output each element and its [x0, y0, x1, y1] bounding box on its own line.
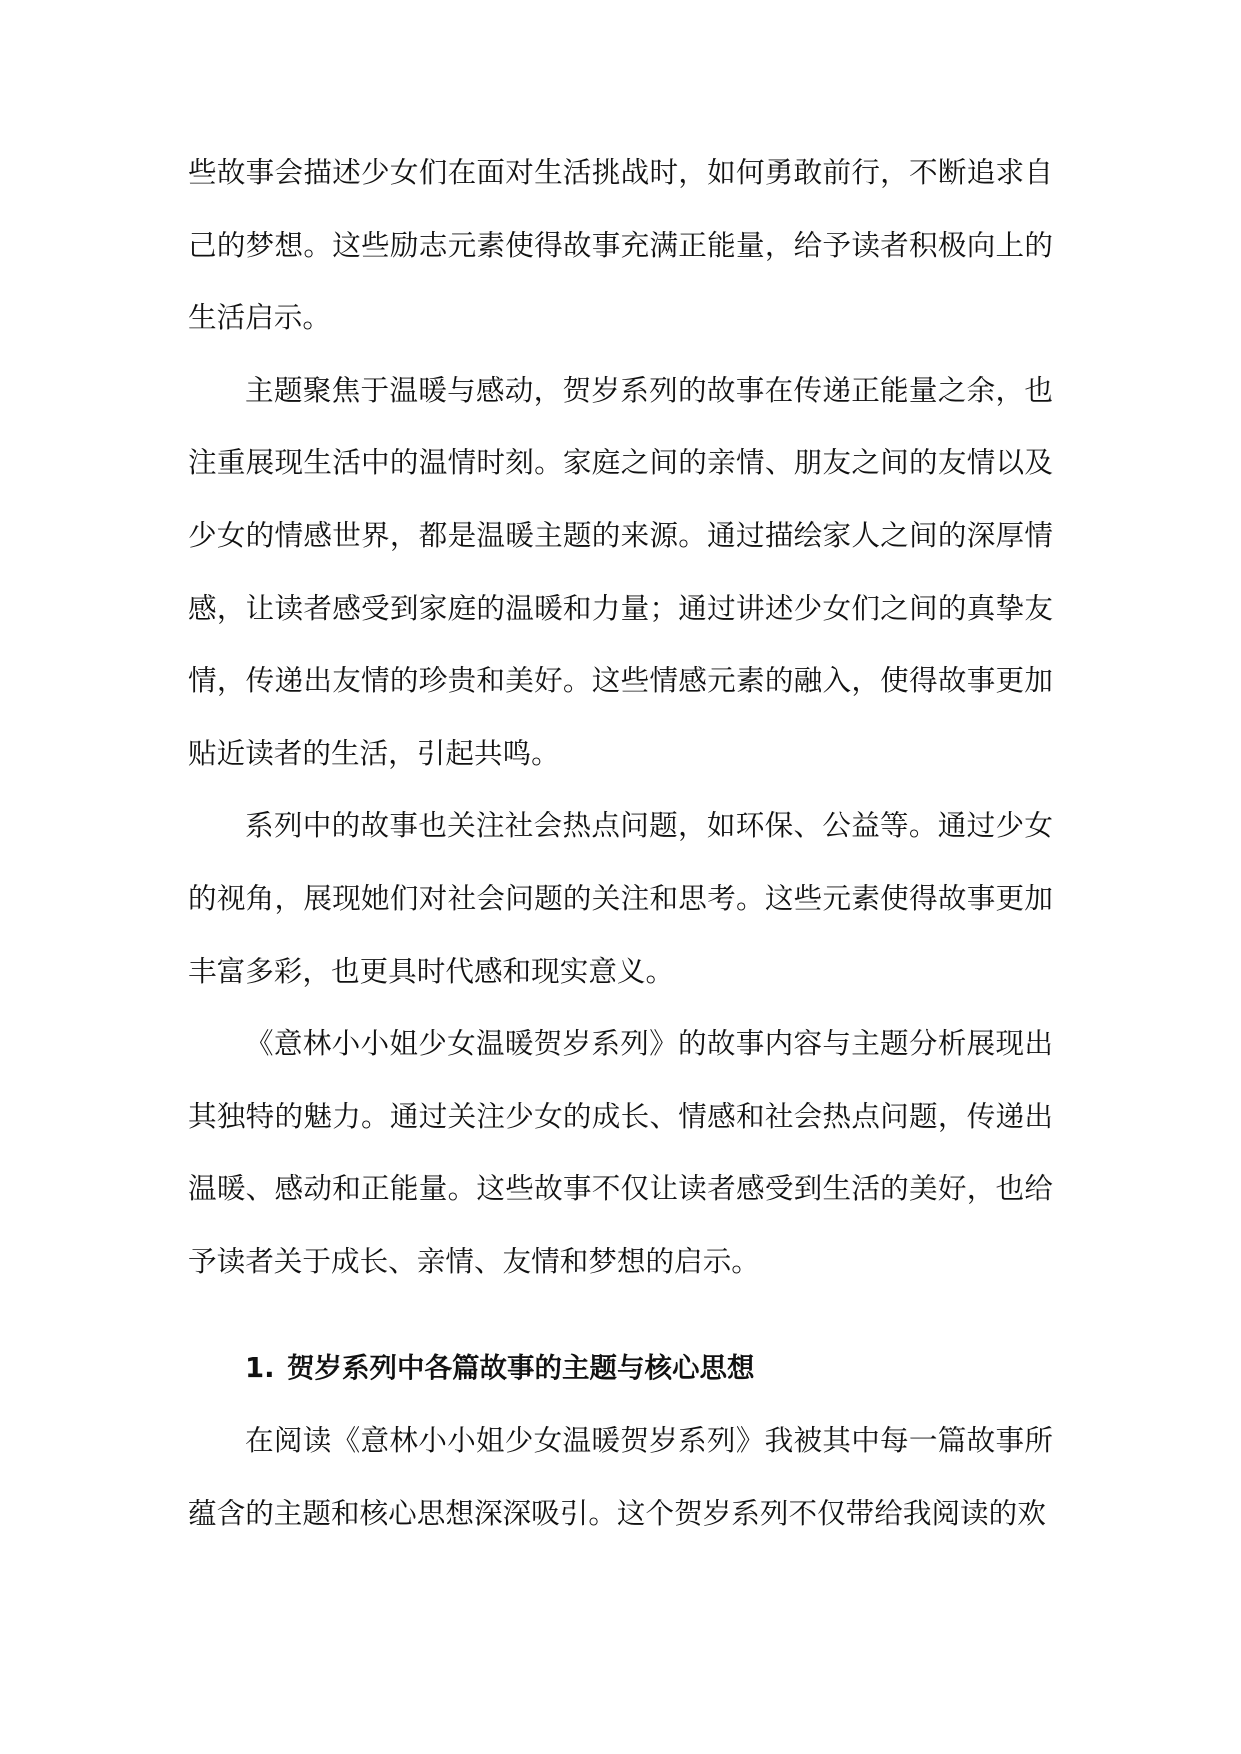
paragraph-warmth-theme: 主题聚焦于温暖与感动，贺岁系列的故事在传递正能量之余，也注重展现生活中的温情时刻。家庭之间的亲情、朋友之间的友情以及少女的情感世界，都是温暖主题的来源。通过描绘家人之间的深厚情感，让读者感受到家庭的温暖和力量；通过讲述少女们之间的真挚友情，传递出友情的珍贵和美好。这些情感元素的融入，使得故事更加贴近读者的生活，引起共鸣。 — [188, 372, 1053, 770]
section-heading — [188, 1332, 1053, 1405]
paragraph-reading: 在阅读《意林小小姐少女温暖贺岁系列》我被其中每一篇故事所蕴含的主题和核心思想深深吸引。这个贺岁系列不仅带给我阅读的欢 — [188, 1423, 1053, 1530]
section-title: 贺岁系列中各篇故事的主题与核心思想 — [287, 1351, 755, 1384]
paragraph-social-issues: 系列中的故事也关注社会热点问题，如环保、公益等。通过少女的视角，展现她们对社会问题的关注和思考。这些元素使得故事更加丰富多彩，也更具时代感和现实意义。 — [188, 808, 1053, 988]
document-body — [188, 136, 1053, 1549]
section-number: 1. — [245, 1351, 275, 1384]
paragraph-summary: 《意林小小姐少女温暖贺岁系列》的故事内容与主题分析展现出其独特的魅力。通过关注少女的成长、情感和社会热点问题，传递出温暖、感动和正能量。这些故事不仅让读者感受到生活的美好，也给予读者关于成长、亲情、友情和梦想的启示。 — [188, 1026, 1053, 1278]
paragraph-continued: 些故事会描述少女们在面对生活挑战时，如何勇敢前行，不断追求自己的梦想。这些励志元素使得故事充满正能量，给予读者积极向上的生活启示。 — [188, 155, 1053, 335]
